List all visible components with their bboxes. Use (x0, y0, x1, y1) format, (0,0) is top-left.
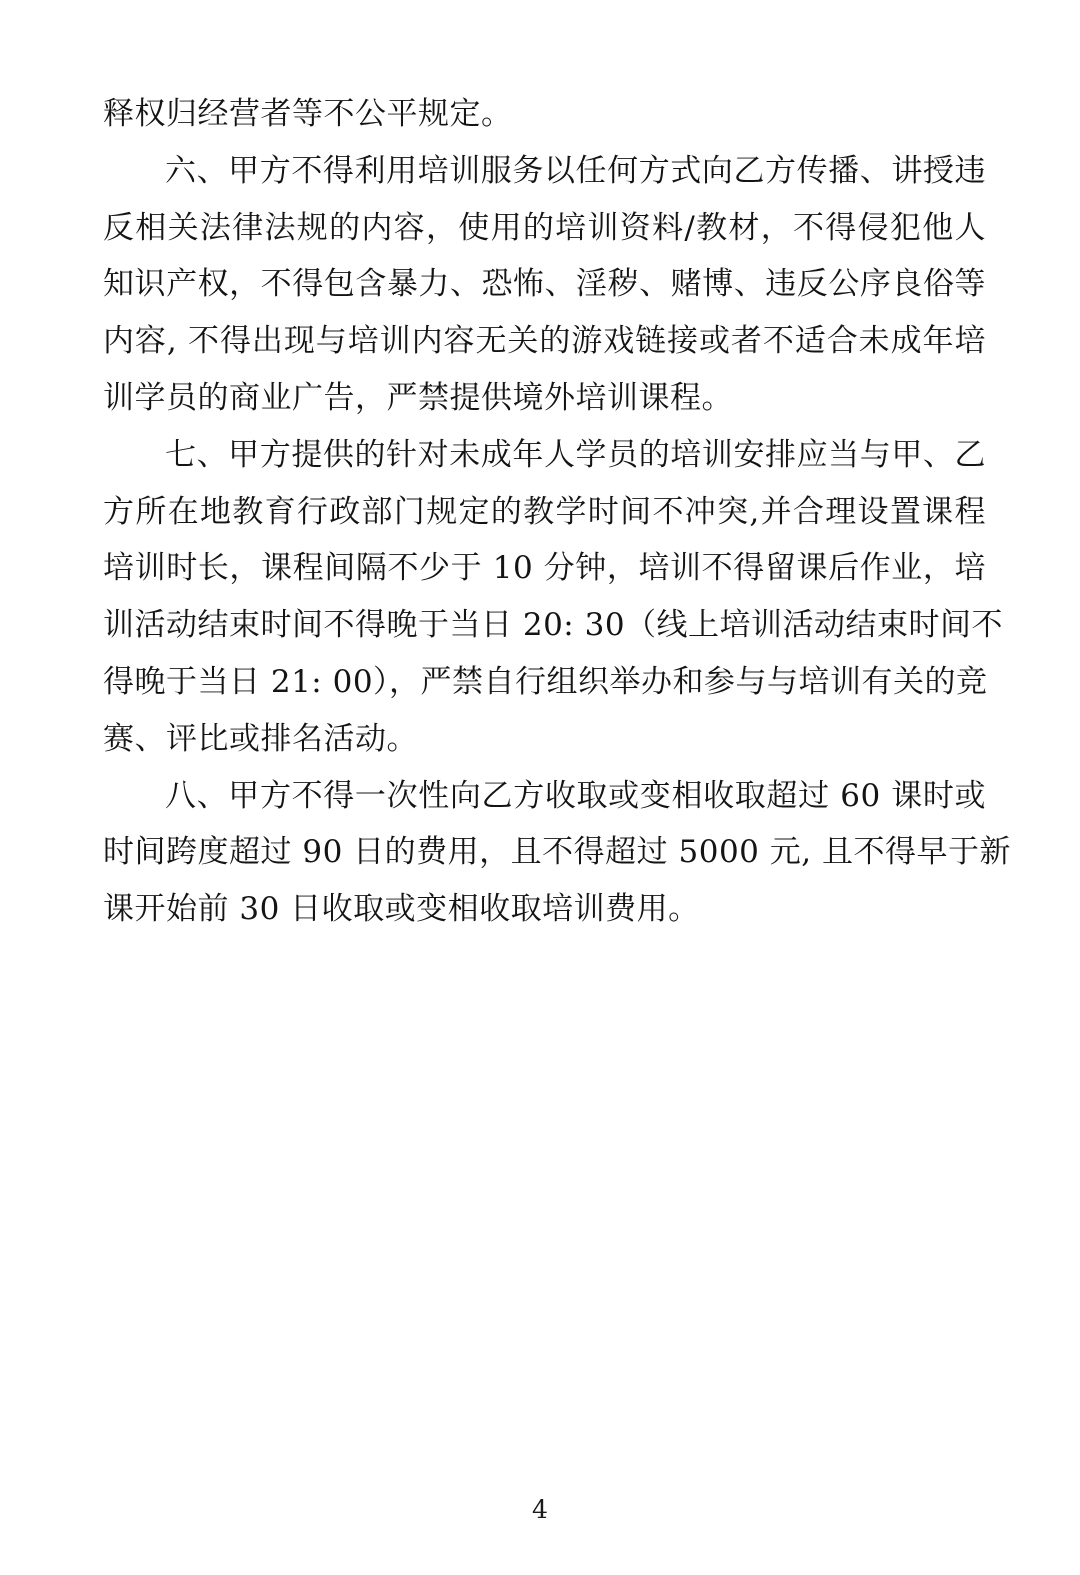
text-line: 六、甲方不得利用培训服务以任何方式向乙方传播、讲授违 (165, 152, 986, 189)
text-line: 知识产权，不得包含暴力、恐怖、淫秽、赌博、违反公序良俗等 (103, 266, 986, 303)
contract-text-block (103, 86, 1011, 938)
text-line: 得晚于当日 21: 00），严禁自行组织举办和参与与培训有关的竞 (103, 663, 988, 700)
text-line: 七、甲方提供的针对未成年人学员的培训安排应当与甲、乙 (165, 436, 986, 473)
text-line: 反相关法律法规的内容，使用的培训资料/教材，不得侵犯他人 (103, 209, 986, 246)
text-line: 八、甲方不得一次性向乙方收取或变相收取超过 60 课时或 (165, 777, 986, 814)
text-line: 赛、评比或排名活动。 (103, 720, 418, 757)
text-line: 方所在地教育行政部门规定的教学时间不冲突,并合理设置课程 (103, 493, 986, 530)
text-line: 训活动结束时间不得晚于当日 20: 30（线上培训活动结束时间不 (103, 607, 1004, 644)
text-line: 内容, 不得出现与培训内容无关的游戏链接或者不适合未成年培 (103, 323, 986, 360)
text-line: 释权归经营者等不公平规定。 (103, 96, 513, 132)
page-number: 4 (532, 1495, 548, 1524)
text-line: 时间跨度超过 90 日的费用，且不得超过 5000 元, 且不得早于新 (103, 834, 1011, 871)
text-line: 训学员的商业广告，严禁提供境外培训课程。 (103, 379, 733, 416)
text-line: 培训时长，课程间隔不少于 10 分钟，培训不得留课后作业，培 (103, 550, 986, 587)
text-line: 课开始前 30 日收取或变相收取培训费用。 (103, 891, 700, 928)
